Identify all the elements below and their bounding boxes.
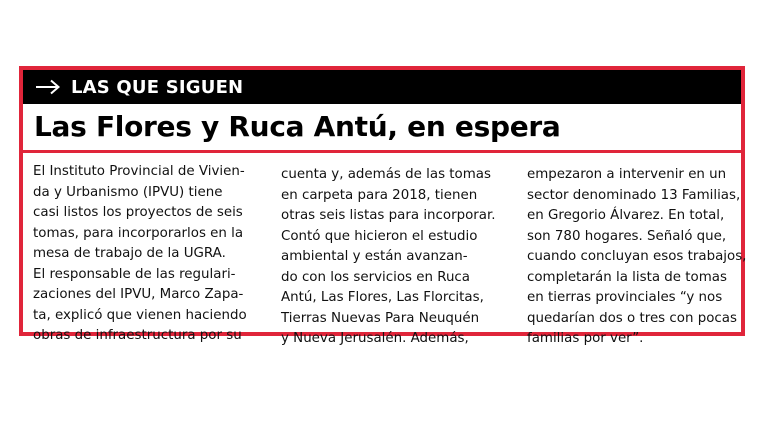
text-line: sector denominado 13 Familias,	[527, 187, 741, 203]
text-line: cuenta y, además de las tomas	[281, 167, 491, 182]
text-line: completarán la lista de tomas	[527, 269, 727, 285]
kicker-label: LAS QUE SIGUEN	[71, 76, 244, 98]
text-line: en Gregorio Álvarez. En total,	[527, 208, 725, 223]
text-line: son 780 hogares. Señaló que,	[527, 228, 727, 244]
text-line: ambiental y están avanzan-	[281, 249, 468, 264]
text-column-1	[33, 162, 247, 347]
text-line: Antú, Las Flores, Las Florcitas,	[281, 290, 484, 305]
text-line: El Instituto Provincial de Vivien-	[33, 164, 245, 179]
text-column-3	[527, 165, 746, 350]
text-line: do con los servicios en Ruca	[281, 269, 471, 285]
text-line: mesa de trabajo de la UGRA.	[33, 246, 226, 261]
text-line: obras de infraestructura por su	[33, 328, 242, 343]
text-line: cuando concluyan esos trabajos,	[527, 249, 747, 264]
text-line: quedarían dos o tres con pocas	[527, 310, 737, 326]
headline: Las Flores y Ruca Antú, en espera	[34, 110, 561, 143]
text-line: ta, explicó que vienen haciendo	[33, 307, 247, 323]
text-line: zaciones del IPVU, Marco Zapa-	[33, 287, 244, 302]
text-line: Tierras Nuevas Para Neuquén	[281, 310, 480, 326]
text-line: y Nueva Jerusalén. Además,	[281, 331, 469, 346]
text-line: en carpeta para 2018, tienen	[281, 187, 478, 203]
text-line: da y Urbanismo (IPVU) tiene	[33, 184, 223, 200]
right-arrow-icon	[35, 77, 61, 97]
text-line: Contó que hicieron el estudio	[281, 228, 478, 244]
text-line: casi listos los proyectos de seis	[33, 205, 243, 220]
text-line: El responsable de las regulari-	[33, 266, 236, 282]
text-line: empezaron a intervenir en un	[527, 167, 727, 182]
kicker-bar	[23, 70, 741, 104]
article-box	[19, 66, 747, 346]
text-line: familias por ver”.	[527, 331, 644, 346]
text-line: tomas, para incorporarlos en la	[33, 225, 244, 241]
text-line: en tierras provinciales “y nos	[527, 290, 723, 305]
headline-rule	[23, 150, 741, 153]
text-line: otras seis listas para incorporar.	[281, 208, 496, 223]
text-column-2	[281, 165, 496, 350]
